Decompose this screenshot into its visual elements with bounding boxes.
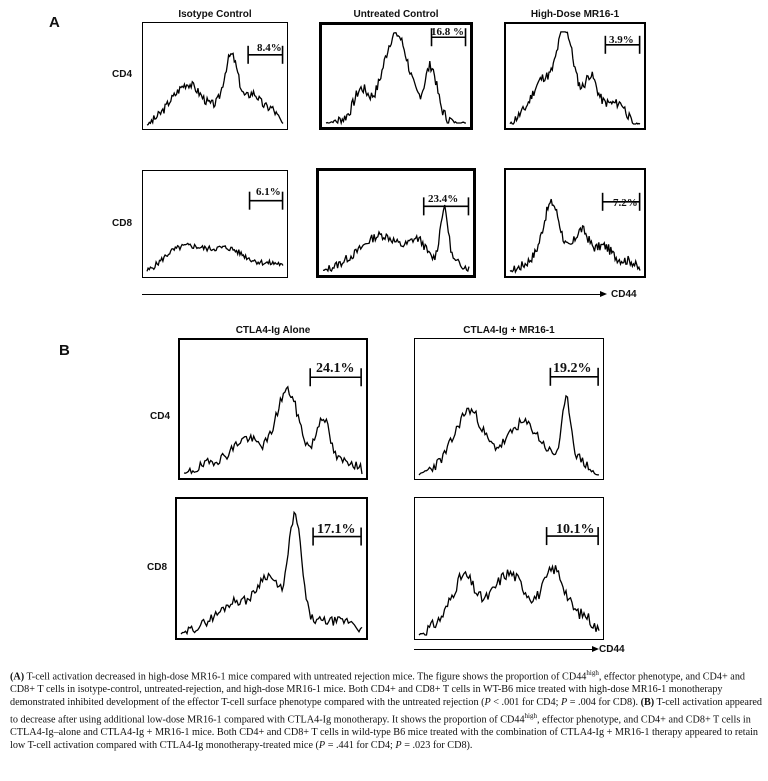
histogram-curve-svg	[415, 498, 603, 639]
percent-ctla4-alone-cd8: 17.1%	[317, 522, 356, 537]
caption-a-text-4: = .004 for CD8).	[567, 697, 641, 709]
axis-label-a-cd44: CD44	[611, 289, 637, 300]
percent-isotype-cd8: 6.1%	[256, 186, 281, 198]
histogram-curve-svg	[177, 499, 366, 638]
histogram-curve-svg	[322, 25, 470, 127]
percent-ctla4-mr16-cd4: 19.2%	[553, 361, 592, 376]
row-label-a-cd8: CD8	[112, 218, 133, 229]
histogram-curve-svg	[415, 339, 603, 479]
col-title-ctla4-alone: CTLA4-Ig Alone	[235, 325, 311, 336]
caption-sup-high-2: high	[524, 712, 537, 721]
histogram-curve	[419, 565, 599, 635]
histogram-curve	[326, 33, 466, 123]
row-label-a-cd4: CD4	[112, 69, 133, 80]
caption-a-label: (A)	[10, 671, 25, 683]
cd44-axis-arrow-a	[142, 294, 602, 295]
percent-high-dose-cd8: 7.2%	[613, 197, 638, 209]
caption-b-text-1: T-cell activation appeared to decrease after using additional low-dose MR16-1 compared with CTLA4-Ig monotherapy. It shows the proportion of CD44	[10, 697, 762, 726]
cd44-axis-arrowhead-b	[592, 646, 599, 652]
histogram-untreated-cd8	[316, 168, 476, 278]
percent-isotype-cd4: 8.4%	[257, 42, 282, 54]
histogram-high-dose-cd8	[504, 168, 646, 278]
figure-caption	[10, 667, 762, 753]
caption-b-text-2: , effector phenotype, and CD4+ and CD8+ T cells in CTLA4-Ig–alone and CTLA4-Ig + MR16-1 mice. Both CD4+ and CD8+ T cells in wild-type B6 mice treated with the combination of CTLA4-Ig + MR16-1 therapy appeared to retain low T-cell activation compared with CTLA4-Ig monotherapy-treated mice (	[10, 714, 759, 752]
histogram-ctla4-mr16-cd8	[414, 497, 604, 640]
caption-b-text-3: = .441 for CD4;	[325, 740, 396, 752]
caption-a-text-2: , effector phenotype, and CD4+ and CD8+ T cells in isotype-control, untreated-rejection, and high-dose MR16-1 mice. Both CD4+ and CD8+ T cells in WT-B6 mice treated with high-dose MR16-1 monotherapy demonstrated inhibited development of the effector T-cell surface phenotype compared with the untreated rejection (	[10, 671, 746, 709]
histogram-curve	[510, 199, 640, 272]
caption-p4: P	[395, 740, 402, 752]
percent-untreated-cd8: 23.4%	[428, 193, 459, 205]
panel-b-letter: B	[59, 342, 70, 359]
histogram-curve-svg	[143, 23, 287, 129]
caption-p1: P	[484, 697, 491, 709]
caption-p2: P	[560, 697, 568, 709]
axis-label-b-cd44: CD44	[599, 644, 625, 655]
row-label-b-cd8: CD8	[147, 562, 168, 573]
caption-sup-high-1: high	[586, 669, 599, 677]
cd44-axis-arrowhead-a	[600, 291, 607, 297]
histogram-curve	[147, 53, 283, 125]
histogram-curve-svg	[506, 170, 644, 276]
col-title-ctla4-mr16: CTLA4-Ig + MR16-1	[463, 325, 555, 336]
caption-a-text-1: T-cell activation decreased in high-dose MR16-1 mice compared with untreated rejection mice. The figure shows the proportion of CD44	[24, 671, 587, 683]
histogram-curve	[184, 387, 362, 474]
histogram-ctla4-alone-cd4	[178, 338, 368, 480]
histogram-ctla4-mr16-cd4	[414, 338, 604, 480]
histogram-curve	[419, 396, 599, 475]
percent-untreated-cd4: 16.8 %	[431, 26, 464, 38]
row-label-b-cd4: CD4	[150, 411, 171, 422]
histogram-untreated-cd4	[319, 22, 473, 130]
percent-ctla4-alone-cd4: 24.1%	[316, 361, 355, 376]
histogram-curve-svg	[319, 171, 473, 275]
col-title-isotype: Isotype Control	[178, 9, 252, 20]
percent-high-dose-cd4: 3.9%	[609, 34, 634, 46]
histogram-curve	[147, 243, 283, 271]
caption-b-text-4: = .023 for CD8).	[401, 740, 473, 752]
histogram-curve	[323, 205, 469, 271]
caption-b-label: (B)	[640, 697, 655, 709]
caption-a-text-3: < .001 for CD4;	[490, 697, 561, 709]
caption-p3: P	[318, 740, 326, 752]
cd44-axis-arrow-b	[414, 649, 594, 650]
col-title-high-dose: High-Dose MR16-1	[530, 9, 620, 20]
histogram-isotype-cd4	[142, 22, 288, 130]
panel-a-letter: A	[49, 14, 60, 31]
col-title-untreated: Untreated Control	[353, 9, 439, 20]
percent-ctla4-mr16-cd8: 10.1%	[556, 522, 595, 537]
histogram-ctla4-alone-cd8	[175, 497, 368, 640]
